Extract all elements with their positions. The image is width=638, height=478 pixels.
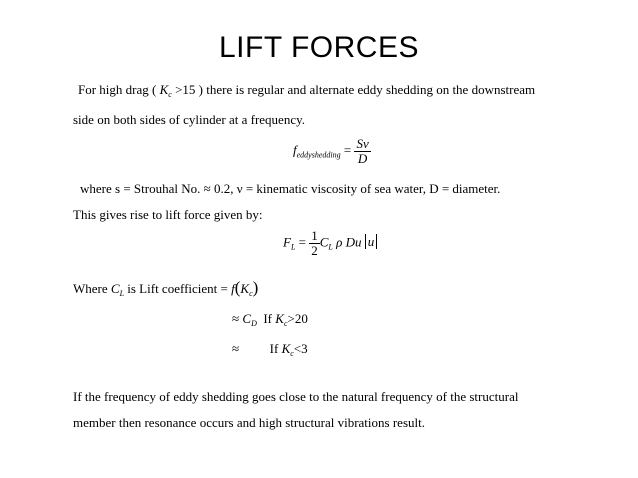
- equals-sign: =: [343, 142, 352, 158]
- kc-subscript: c: [290, 349, 294, 358]
- resonance-paragraph-line2: member then resonance occurs and high structural vibrations result.: [73, 415, 425, 430]
- slide-title: LIFT FORCES: [219, 31, 419, 64]
- cd-symbol: C: [242, 311, 252, 326]
- c-subscript: L: [328, 242, 333, 252]
- condition: >20: [287, 311, 308, 326]
- f-symbol: F: [283, 234, 291, 250]
- case-high-kc: [232, 311, 308, 328]
- condition: <3: [293, 341, 308, 356]
- f-subscript: eddyshedding: [296, 150, 341, 160]
- paragraph-high-drag: [78, 82, 535, 99]
- open-paren: (: [234, 278, 241, 297]
- case-low-kc: [232, 341, 308, 358]
- approx-symbol: ≈: [232, 341, 240, 356]
- fraction-numerator: Sv: [356, 136, 369, 151]
- kc-symbol: K: [275, 311, 284, 326]
- equation-lift-force: [283, 229, 377, 258]
- kc-subscript: c: [249, 289, 253, 298]
- kc-subscript: c: [168, 90, 172, 99]
- close-paren: ): [252, 278, 259, 297]
- fraction-numerator: 1: [311, 228, 318, 243]
- kc-symbol: K: [281, 341, 291, 356]
- resonance-paragraph-line1: If the frequency of eddy shedding goes close to the natural frequency of the structural: [73, 389, 519, 404]
- rho-du-term: ρ Du: [336, 234, 362, 250]
- if-label: If: [263, 311, 273, 326]
- c-symbol: C: [319, 234, 329, 250]
- paragraph-high-drag-line2: side on both sides of cylinder at a frequency.: [73, 112, 306, 127]
- text-segment: >15 ) there is regular and alternate eddy shedding on the downstream: [175, 82, 536, 97]
- fraction-denominator: D: [357, 151, 368, 166]
- kc-subscript: c: [283, 319, 288, 328]
- abs-u-term: u: [365, 234, 378, 249]
- text-segment: For high drag (: [78, 82, 157, 97]
- cd-subscript: D: [251, 319, 257, 328]
- f-symbol: f: [231, 281, 235, 296]
- approx-symbol: ≈: [232, 311, 240, 326]
- equals-sign: =: [298, 234, 306, 250]
- text-segment: is Lift coefficient =: [127, 281, 228, 296]
- lift-coefficient-definition: [73, 278, 258, 298]
- text-segment: Where: [73, 281, 108, 296]
- c-symbol: C: [110, 281, 120, 296]
- where-definitions: where s = Strouhal No. ≈ 0.2, ν = kinematic viscosity of sea water, D = diameter.: [80, 181, 501, 196]
- fraction-half: [309, 229, 320, 258]
- fraction-denominator: 2: [311, 243, 318, 258]
- f-subscript: L: [290, 242, 296, 252]
- if-label: If: [269, 341, 279, 356]
- f-symbol: f: [293, 142, 297, 158]
- c-subscript: L: [119, 289, 125, 298]
- fraction: [354, 137, 370, 166]
- kc-symbol: K: [159, 82, 169, 97]
- equation-eddy-shedding-frequency: [293, 137, 371, 166]
- lift-force-intro: This gives rise to lift force given by:: [73, 207, 263, 222]
- kc-symbol: K: [240, 281, 250, 296]
